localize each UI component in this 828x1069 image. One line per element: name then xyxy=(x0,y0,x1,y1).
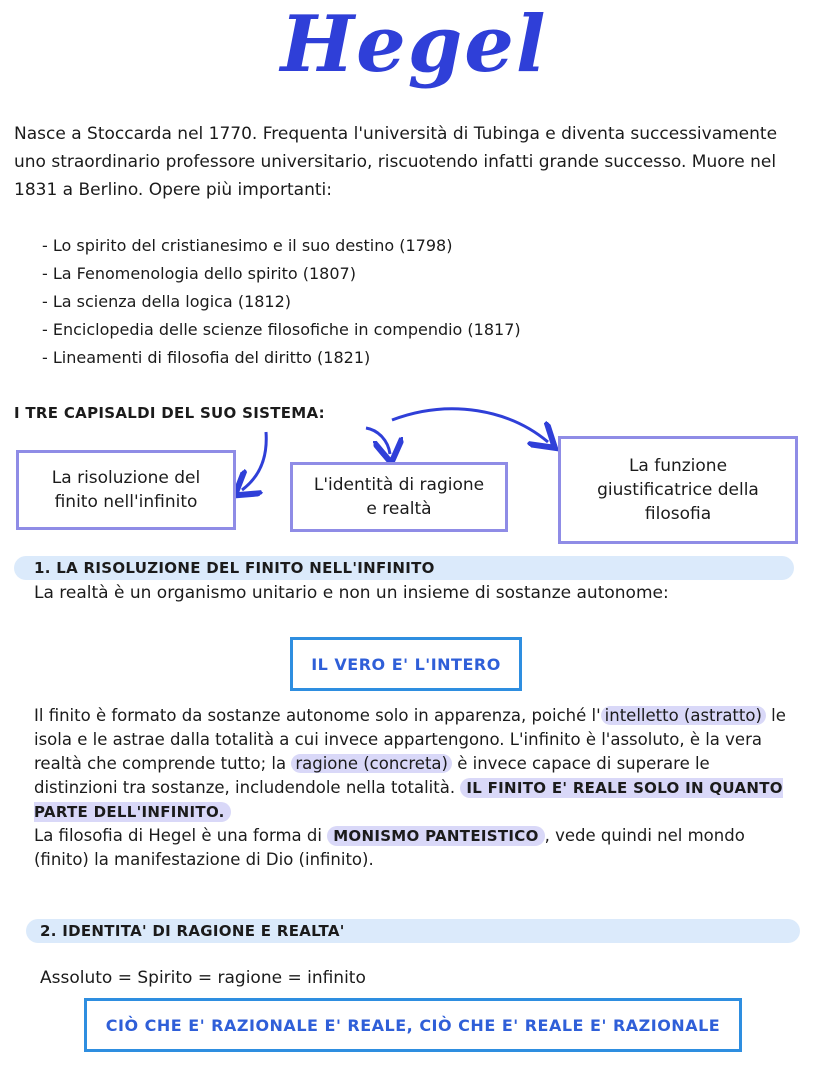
section2-heading: 2. IDENTITA' DI RAGIONE E REALTA' xyxy=(40,922,345,940)
list-item: - Lineamenti di filosofia del diritto (1821) xyxy=(42,348,371,367)
highlight-ragione: ragione (concreta) xyxy=(291,754,452,773)
body-text: è invece capace di superare le distinzioni tra sostanze, includendole nella totalità. xyxy=(34,754,710,797)
pillar-box-2 xyxy=(290,462,508,532)
pillar-box-2-label: L'identità di ragione e realtà xyxy=(313,475,485,519)
pillar-box-1-label: La risoluzione del finito nell'infinito xyxy=(51,468,201,512)
page-title: Hegel xyxy=(280,0,548,90)
arrow-to-box3 xyxy=(392,409,548,442)
body-text: Il finito è formato da sostanze autonome solo in apparenza, poiché l' xyxy=(34,706,601,725)
list-item: - Enciclopedia delle scienze filosofiche in compendio (1817) xyxy=(42,320,521,339)
body-text: La filosofia di Hegel è una forma di xyxy=(34,826,328,845)
list-item: - La Fenomenologia dello spirito (1807) xyxy=(42,264,356,283)
body-text: le isola e le astrae dalla totalità a cui invece appartengono. L'infinito è l'assoluto, è la vera realtà che comprende tutto; la xyxy=(34,706,786,773)
intro-paragraph: Nasce a Stoccarda nel 1770. Frequenta l'università di Tubinga e diventa successivamente uno straordinario professore universitario, riscuotendo infatti grande successo. Muore nel 1831 a Berlino. Opere più importanti: xyxy=(14,124,778,200)
motto-2: CIÒ CHE E' RAZIONALE E' REALE, CIÒ CHE E' REALE E' RAZIONALE xyxy=(105,1015,721,1035)
highlight-intelletto: intelletto (astratto) xyxy=(601,706,766,725)
list-item: - Lo spirito del cristianesimo e il suo destino (1798) xyxy=(42,236,453,255)
pillar-box-3 xyxy=(558,436,798,544)
equation: Assoluto = Spirito = ragione = infinito xyxy=(40,968,366,988)
works-list xyxy=(42,232,521,372)
list-item: - La scienza della logica (1812) xyxy=(42,292,292,311)
motto-box-2 xyxy=(84,998,742,1052)
section1-heading: 1. LA RISOLUZIONE DEL FINITO NELL'INFINITO xyxy=(34,559,435,577)
pillar-box-3-label: La funzione giustificatrice della filosofia xyxy=(597,456,759,524)
pillars-heading: I TRE CAPISALDI DEL SUO SISTEMA: xyxy=(14,404,325,422)
arrow-to-box2 xyxy=(366,428,390,454)
section1-body xyxy=(34,704,794,872)
highlight-monismo: MONISMO PANTEISTICO xyxy=(327,826,544,846)
pillar-box-1 xyxy=(16,450,236,530)
body-text: , vede quindi nel mondo (finito) la manifestazione di Dio (infinito). xyxy=(34,826,745,869)
section1-intro: La realtà è un organismo unitario e non un insieme di sostanze autonome: xyxy=(34,583,669,603)
arrow-to-box1 xyxy=(242,432,266,490)
highlight-finito-reale: IL FINITO E' REALE SOLO IN QUANTO PARTE DELL'INFINITO. xyxy=(34,779,783,821)
motto-1: IL VERO E' L'INTERO xyxy=(311,654,501,674)
motto-box-1 xyxy=(290,637,522,691)
